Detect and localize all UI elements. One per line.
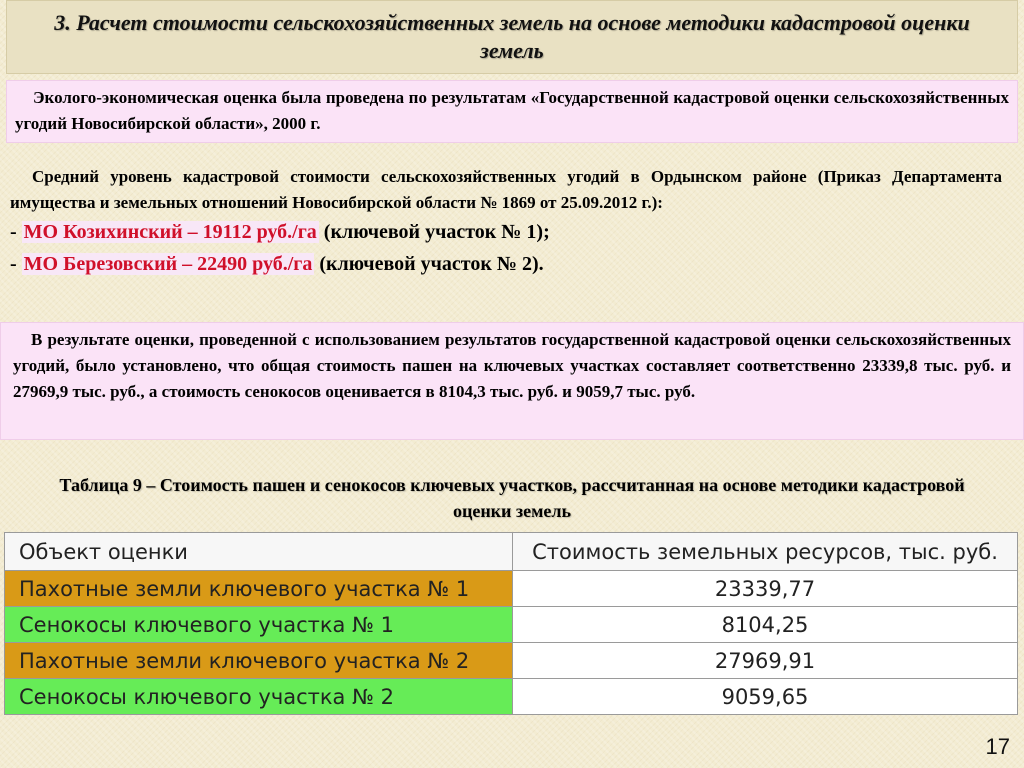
row-object: Пахотные земли ключевого участка № 1	[5, 571, 513, 607]
row-value: 9059,65	[513, 679, 1018, 715]
row-value: 23339,77	[513, 571, 1018, 607]
row-value: 27969,91	[513, 643, 1018, 679]
table-row	[5, 679, 1018, 715]
row-object: Пахотные земли ключевого участка № 2	[5, 643, 513, 679]
row-value: 8104,25	[513, 607, 1018, 643]
bullet-highlight: МО Березовский – 22490 руб./га	[23, 253, 313, 275]
intro-paragraph: Эколого-экономическая оценка была проведена по результатам «Государственной кадастровой оценки сельскохозяйственных угодий Новосибирской области», 2000 г.	[15, 88, 1009, 133]
slide-title: 3. Расчет стоимости сельскохозяйственных земель на основе методики кадастровой оценки земель	[54, 10, 970, 63]
intro-box	[6, 80, 1018, 143]
result-box	[0, 322, 1024, 440]
cadastral-cost-paragraph: Средний уровень кадастровой стоимости сельскохозяйственных угодий в Ордынском районе (Приказ Департамента имущества и земельных отношений Новосибирской области № 1869 от 25.09.2012 г.):	[10, 167, 1002, 212]
cadastral-cost-section	[10, 164, 1002, 280]
row-object: Сенокосы ключевого участка № 2	[5, 679, 513, 715]
bullet-item-2	[10, 248, 1002, 280]
table-row	[5, 571, 1018, 607]
row-object: Сенокосы ключевого участка № 1	[5, 607, 513, 643]
table-caption: Таблица 9 – Стоимость пашен и сенокосов ключевых участков, рассчитанная на основе методики кадастровой оценки земель	[59, 475, 965, 521]
title-bar	[6, 0, 1018, 74]
table-row	[5, 607, 1018, 643]
header-cost: Стоимость земельных ресурсов, тыс. руб.	[513, 533, 1018, 571]
page-number: 17	[985, 734, 1010, 759]
result-paragraph: В результате оценки, проведенной с использованием результатов государственной кадастровой оценки сельскохозяйственных угодий, было установлено, что общая стоимость пашен на ключевых участках составляет соответственно 23339,8 тыс. руб. и 27969,9 тыс. руб., а стоимость сенокосов оценивается в 8104,3 тыс. руб. и 9059,7 тыс. руб.	[13, 330, 1011, 401]
bullet-item-1	[10, 216, 1002, 248]
cost-table	[4, 532, 1018, 715]
table-row	[5, 643, 1018, 679]
table-header-row	[5, 533, 1018, 571]
bullet-rest: (ключевой участок № 2).	[314, 253, 544, 275]
header-object: Объект оценки	[5, 533, 513, 571]
bullet-dash: -	[10, 253, 22, 275]
bullet-rest: (ключевой участок № 1);	[318, 221, 550, 243]
bullet-highlight: МО Козихинский – 19112 руб./га	[23, 221, 317, 243]
bullet-dash: -	[10, 221, 22, 243]
